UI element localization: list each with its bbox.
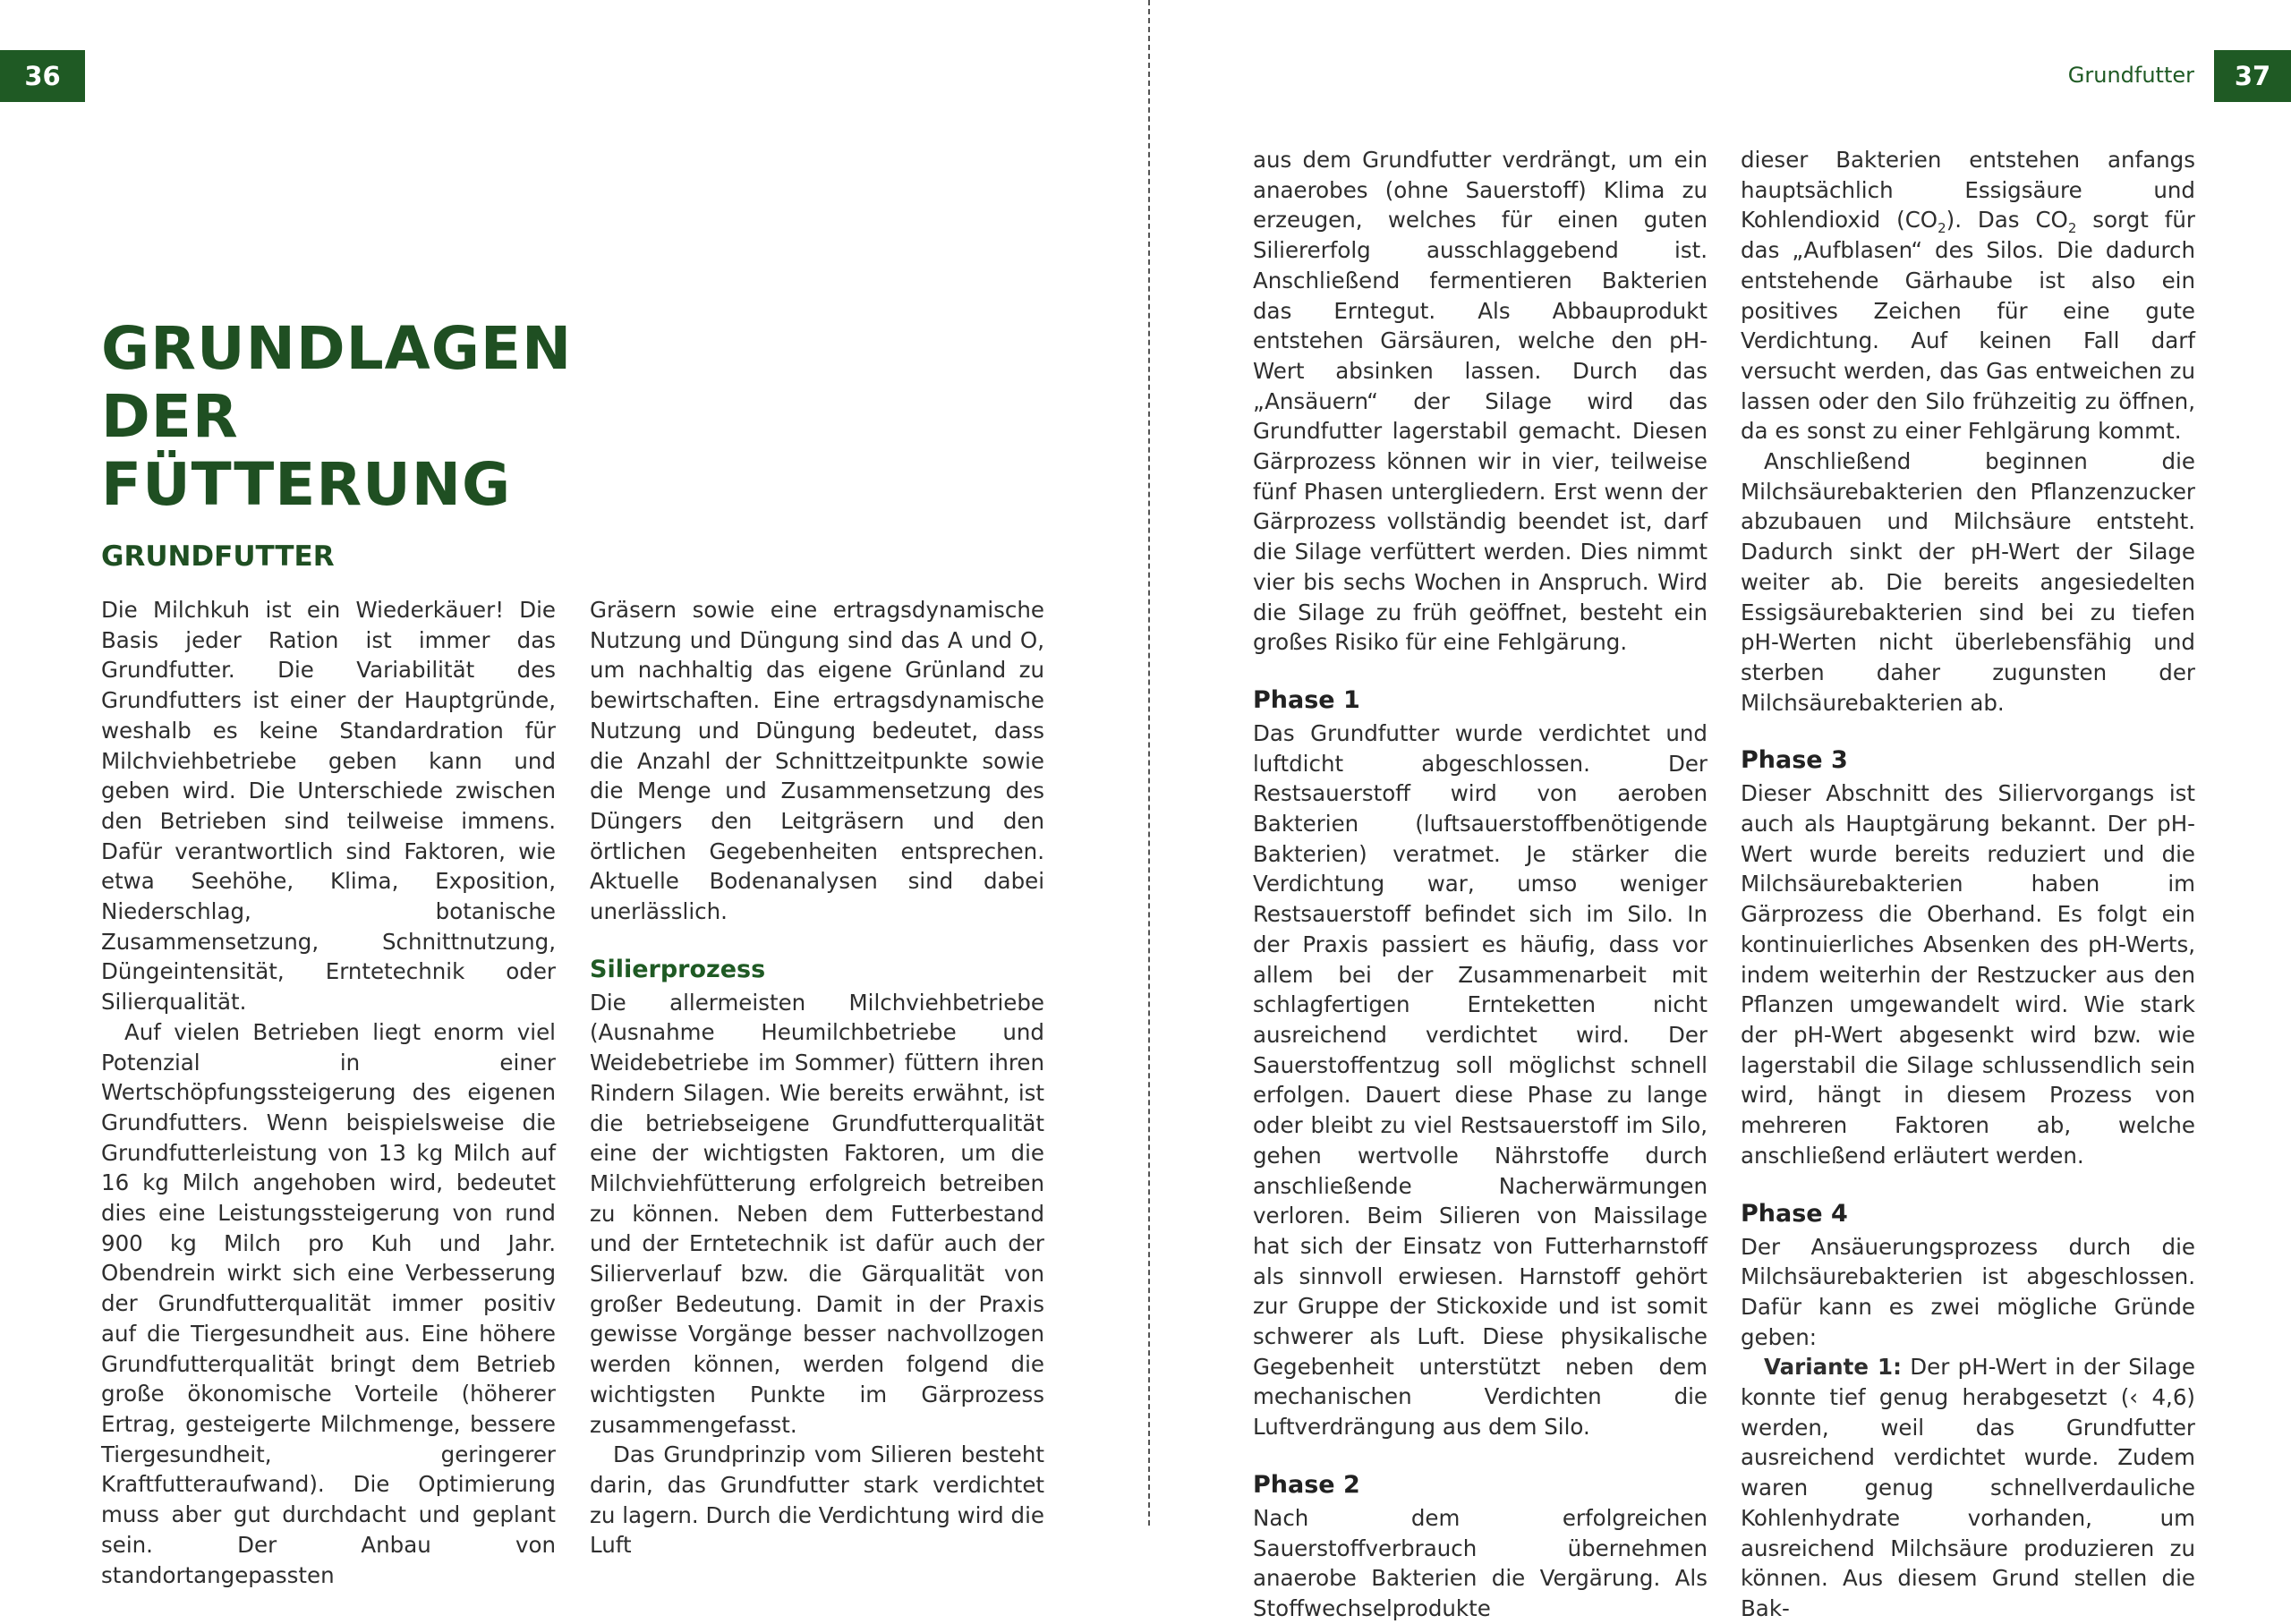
text-column-4 — [1741, 145, 2195, 1624]
paragraph: Anschließend beginnen die Milchsäurebakterien den Pflanzenzucker abzubauen und Milchsäure entsteht. Dadurch sinkt der pH-Wert der Silage weiter ab. Die bereits angesiedelten Essigsäurebakterien sind bei zu tiefen pH-Werten nicht überlebensfähig und sterben daher zugunsten der Milchsäurebakterien ab. — [1741, 448, 2195, 716]
paragraph: dieser Bakterien entstehen anfangs hauptsächlich Essigsäure und Kohlendioxid $(CO_2)$. Das $CO_2$ sorgt für das „Aufblasen“ des Silos. Die dadurch entstehende Gärhaube ist also ein positives Zeichen für eine gute Verdichtung. Auf keinen Fall darf versucht werden, das Gas entweichen zu lassen oder den Silo frühzeitig zu öffnen, da es sonst zu einer Fehlgärung kommt. — [1741, 147, 2195, 445]
paragraph: Der Ansäuerungsprozess durch die Milchsäurebakterien ist abgeschlossen. Dafür kann es zwei mögliche Gründe geben: — [1741, 1233, 2195, 1350]
text-column-2 — [590, 595, 1044, 1560]
running-head: Grundfutter — [2067, 63, 2194, 88]
paragraph: Die Milchkuh ist ein Wiederkäuer! Die Basis jeder Ration ist immer das Grundfutter. Die Variabilität des Grundfutters ist einer der Hauptgründe, weshalb es keine Standardration für Milchviehbetriebe geben kann und geben wird. Die Unterschiede zwischen den Betrieben sind teilweise immens. Dafür verantwortlich sind Faktoren, wie etwa Seehöhe, Klima, Exposition, Niederschlag, botanische Zusammensetzung, Schnittnutzung, Düngeintensität, Erntetechnik oder Silierqualität. — [101, 597, 556, 1016]
paragraph: Auf vielen Betrieben liegt enorm viel Potenzial in einer Wertschöpfungssteigerung des eigenen Grundfutters. Wenn beispielsweise die Grundfutterleistung von 13 kg Milch auf 16 kg Milch angehoben wird, bedeutet dies eine Leistungssteigerung von rund 900 kg Milch pro Kuh und Jahr. Obendrein wirkt sich eine Verbesserung der Grundfutterqualität immer positiv auf die Tiergesundheit aus. Eine höhere Grundfutterqualität bringt dem Betrieb große ökonomische Vorteile (höherer Ertrag, gesteigerte Milchmenge, bessere Tiergesundheit, geringerer Kraftfutteraufwand). Die Optimierung muss aber gut durchdacht und geplant sein. Der Anbau von standortangepassten — [101, 1018, 556, 1588]
subheading-silierprozess: Silierprozess — [590, 955, 766, 983]
paragraph: Das Grundprinzip vom Silieren besteht darin, das Grundfutter stark verdichtet zu lagern. Durch die Verdichtung wird die Luft — [590, 1441, 1044, 1559]
page-fold-divider — [1148, 0, 1150, 1526]
subheading-phase-2: Phase 2 — [1253, 1470, 1360, 1499]
subheading-phase-3: Phase 3 — [1741, 746, 1848, 775]
paragraph: Das Grundfutter wurde verdichtet und luftdicht abgeschlossen. Der Restsauerstoff wird von aeroben Bakterien (luftsauerstoffbenötigende Bakterien) veratmet. Je stärker die Verdichtung war, umso weniger Restsauerstoff befindet sich im Silo. In der Praxis passiert es häufig, dass vor allem bei der Zusammenarbeit mit schlagfertigen Ernteketten nicht ausreichend verdichtet wird. Der Sauerstoffentzug soll möglichst schnell erfolgen. Dauert diese Phase zu lange oder bleibt zu viel Restsauerstoff im Silo, gehen wertvolle Nährstoffe durch anschließende Nacherwärmungen verloren. Beim Silieren von Maissilage hat sich der Einsatz von Futterharnstoff als sinnvoll erwiesen. Harnstoff gehört zur Gruppe der Stickoxide und ist somit schwerer als Luft. Diese physikalische Gegebenheit unterstützt neben dem mechanischen Verdichten die Luftverdrängung aus dem Silo. — [1253, 719, 1708, 1441]
subheading-phase-4: Phase 4 — [1741, 1199, 1848, 1228]
variant-label: Variante 1: — [1764, 1354, 1902, 1381]
section-title: GRUNDFUTTER — [101, 540, 335, 573]
text-column-3 — [1253, 145, 1708, 1624]
paragraph: Variante 1: Der pH-Wert in der Silage konnte tief genug herabgesetzt (‹ 4,6) werden, weil das Grundfutter ausreichend verdichtet wurde. Zudem waren genug schnellverdauliche Kohlenhydrate vorhanden, um ausreichend Milchsäure produzieren zu können. Aus diesem Grund stellen die Bak- — [1741, 1354, 2195, 1621]
chapter-title — [101, 315, 638, 519]
text-column-1 — [101, 595, 556, 1590]
subheading-phase-1: Phase 1 — [1253, 685, 1360, 714]
paragraph: Gräsern sowie eine ertragsdynamische Nutzung und Düngung sind das A und O, um nachhaltig das eigene Grünland zu bewirtschaften. Eine ertragsdynamische Nutzung und Düngung bedeutet, dass die Anzahl der Schnittzeitpunkte sowie die Menge und Zusammensetzung des Düngers den Leitgräsern und den örtlichen Gegebenheiten entsprechen. Aktuelle Bodenanalysen sind dabei unerlässlich. — [590, 597, 1044, 925]
paragraph: Nach dem erfolgreichen Sauerstoffverbrauch übernehmen anaerobe Bakterien die Vergärung. Als Stoffwechselprodukte — [1253, 1504, 1708, 1621]
chapter-title-line-1: GRUNDLAGEN — [101, 314, 573, 383]
paragraph: aus dem Grundfutter verdrängt, um ein anaerobes (ohne Sauerstoff) Klima zu erzeugen, welches für einen guten Siliererfolg ausschlaggebend ist. Anschließend fermentieren Bakterien das Erntegut. Als Abbauprodukt entstehen Gärsäuren, welche den pH-Wert absinken lassen. Durch das „Ansäuern“ der Silage wird das Grundfutter lagerstabil gemacht. Diesen Gärprozess können wir in vier, teilweise fünf Phasen untergliedern. Erst wenn der Gärprozess vollständig beendet ist, darf die Silage verfüttert werden. Dies nimmt vier bis sechs Wochen in Anspruch. Wird die Silage zu früh geöffnet, besteht ein großes Risiko für eine Fehlgärung. — [1253, 147, 1708, 656]
page-number-left: 36 — [0, 50, 85, 102]
page-number-right: 37 — [2214, 50, 2291, 102]
paragraph: Dieser Abschnitt des Siliervorgangs ist auch als Hauptgärung bekannt. Der pH-Wert wurde bereits reduziert und die Milchsäurebakterien haben im Gärprozess die Oberhand. Es folgt ein kontinuierliches Absenken des pH-Werts, indem weiterhin der Restzucker aus den Pflanzen umgewandelt wird. Wie stark der pH-Wert abgesenkt wird bzw. wie lagerstabil die Silage schlussendlich sein wird, hängt in diesem Prozess von mehreren Faktoren ab, welche anschließend erläutert werden. — [1741, 780, 2195, 1169]
chapter-title-line-2: DER FÜTTERUNG — [101, 382, 512, 519]
paragraph: Die allermeisten Milchviehbetriebe (Ausnahme Heumilchbetriebe und Weidebetriebe im Sommer) füttern ihren Rindern Silagen. Wie bereits erwähnt, ist die betriebseigene Grundfutterqualität eine der wichtigsten Faktoren, um die Milchviehfütterung erfolgreich betreiben zu können. Neben dem Futterbestand und der Erntetechnik ist dafür auch der Silierverlauf bzw. die Gärqualität von großer Bedeutung. Damit in der Praxis gewisse Vorgänge besser nachvollzogen werden können, werden folgend die wichtigsten Punkte im Gärprozess zusammengefasst. — [590, 989, 1044, 1438]
